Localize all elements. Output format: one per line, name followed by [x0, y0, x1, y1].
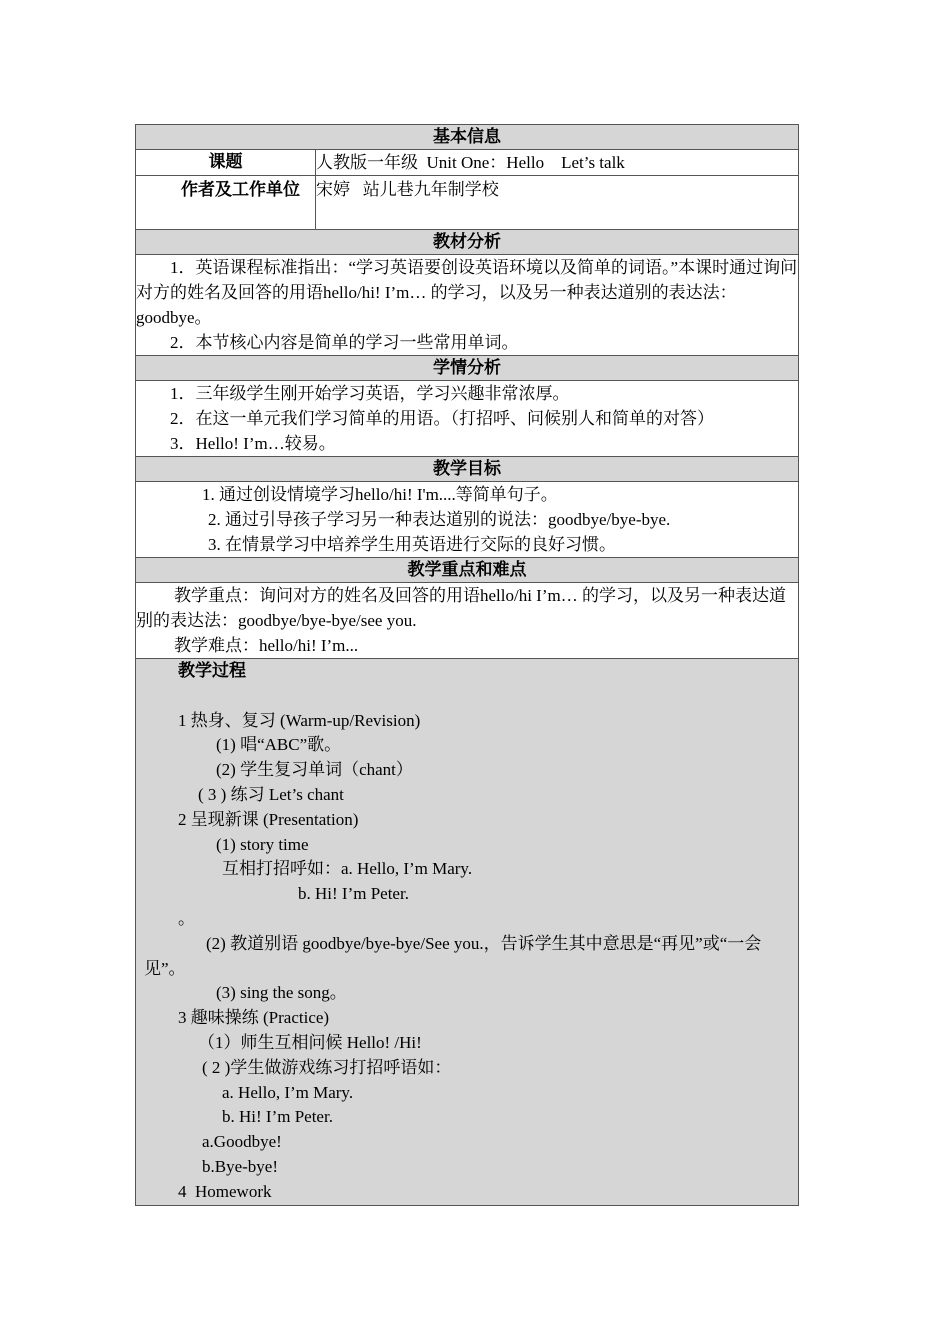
step-2-presentation: 2 呈现新课 (Presentation)	[178, 809, 359, 829]
section-header-material-analysis: 教材分析	[136, 230, 799, 255]
step-3-line-b: b. Hi! I’m Peter.	[222, 1107, 333, 1127]
step-3-practice: 3 趣味操练 (Practice)	[178, 1008, 330, 1028]
step-3-goodbye: a.Goodbye!	[202, 1132, 282, 1152]
step-2-goodbye: (2) 教道别语 goodbye/bye-bye/See you.，告诉学生其中意思是“再见”或“一会见”。	[144, 933, 762, 978]
student-analysis-content	[136, 381, 799, 457]
step-2-mark: 。	[178, 908, 195, 928]
step-3-game: ( 2 )学生做游戏练习打招呼语如：	[202, 1057, 452, 1077]
section-header-student-analysis: 学情分析	[136, 356, 799, 381]
topic-label: 课题	[136, 150, 316, 176]
section-header-key-points: 教学重点和难点	[136, 558, 799, 583]
step-3-line-a: a. Hello, I’m Mary.	[222, 1082, 354, 1102]
objectives-content	[136, 482, 799, 558]
step-3-greet-each-other: （1）师生互相问候 Hello! /Hi!	[198, 1032, 422, 1052]
student-line-3: 3．Hello! I’m…较易。	[170, 434, 336, 453]
material-paragraph-1: 1．英语课程标准指出：“学习英语要创设英语环境以及简单的词语。”本课时通过询问对方的姓名及回答的用语hello/hi! I’m… 的学习，以及另一种表达道别的表达法：goodbye。	[136, 258, 798, 327]
section-header-basic-info: 基本信息	[136, 125, 799, 150]
objective-2: 2. 通过引导孩子学习另一种表达道别的说法：goodbye/bye-bye.	[208, 510, 671, 529]
section-header-objectives: 教学目标	[136, 457, 799, 482]
student-line-2: 2．在这一单元我们学习简单的用语。（打招呼、问候别人和简单的对答）	[170, 409, 714, 428]
author-value: 宋婷 站儿巷九年制学校	[316, 176, 799, 230]
author-label: 作者及工作单位	[136, 176, 316, 230]
step-2-greeting-b: b. Hi! I’m Peter.	[298, 884, 409, 904]
step-1-review-words: (2) 学生复习单词（chant）	[216, 760, 413, 780]
teaching-difficulty: 教学难点：hello/hi! I’m...	[174, 636, 359, 655]
material-paragraph-2: 2．本节核心内容是简单的学习一些常用单词。	[170, 333, 519, 352]
step-3-bye-bye: b.Bye-bye!	[202, 1156, 279, 1176]
step-1-chant: ( 3 ) 练习 Let’s chant	[198, 784, 344, 804]
objective-1: 1. 通过创设情境学习hello/hi! I'm....等简单句子。	[202, 485, 558, 504]
step-2-story-time: (1) story time	[216, 834, 309, 854]
step-1-warm-up: 1 热身、复习 (Warm-up/Revision)	[178, 710, 421, 730]
step-2-greeting-a: 互相打招呼如：a. Hello, I’m Mary.	[222, 859, 473, 879]
step-2-sing-song: (3) sing the song。	[216, 983, 347, 1003]
teaching-focus: 教学重点：询问对方的姓名及回答的用语hello/hi I’m… 的学习，以及另一种表达道别的表达法：goodbye/bye-bye/see you.	[136, 586, 786, 630]
key-points-content	[136, 583, 799, 659]
step-1-sing-abc: (1) 唱“ABC”歌。	[216, 735, 342, 755]
material-analysis-content	[136, 255, 799, 356]
topic-value: 人教版一年级 Unit One：Hello Let’s talk	[316, 150, 799, 176]
process-title: 教学过程	[178, 661, 246, 681]
teaching-process	[136, 659, 799, 1206]
step-4-homework: 4 Homework	[178, 1181, 272, 1201]
lesson-plan-table	[135, 124, 799, 1206]
objective-3: 3. 在情景学习中培养学生用英语进行交际的良好习惯。	[208, 535, 616, 554]
student-line-1: 1．三年级学生刚开始学习英语，学习兴趣非常浓厚。	[170, 384, 570, 403]
